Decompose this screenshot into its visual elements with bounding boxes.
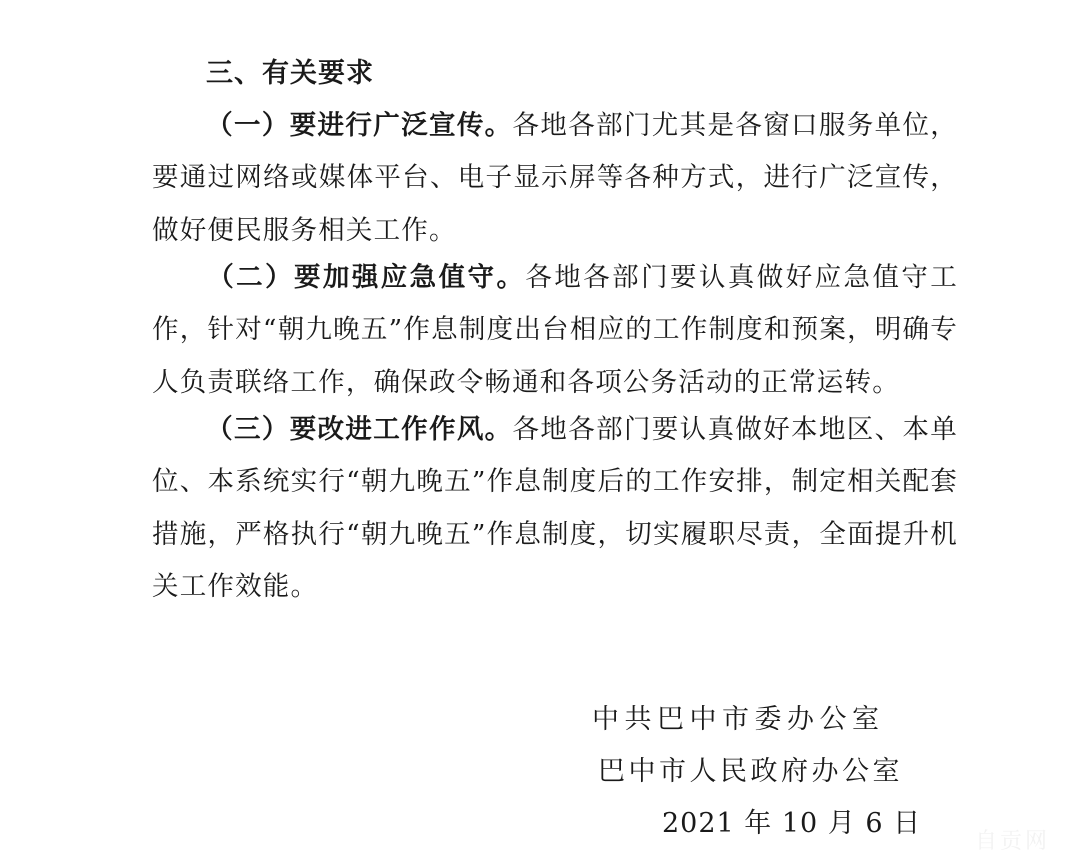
requirement-paragraph-1 (152, 100, 958, 257)
requirement-paragraph-3 (152, 404, 958, 614)
section-heading: 三、有关要求 (206, 58, 374, 89)
signature-date: 2021 年 10 月 6 日 (662, 808, 922, 839)
signature-org-1: 中共巴中市委办公室 (592, 704, 885, 735)
signature-org-2: 巴中市人民政府办公室 (598, 756, 903, 787)
paragraph-3-lead: （三）要改进工作作风。 (206, 414, 513, 445)
paragraph-2-lead: （二）要加强应急值守。 (206, 262, 526, 293)
paragraph-3-body: 各地各部门要认真做好本地区、本单位、本系统实行“朝九晚五”作息制度后的工作安排，制定相关配套措施，严格执行“朝九晚五”作息制度，切实履职尽责，全面提升机关工作效能。 (152, 414, 959, 603)
paragraph-1-lead: （一）要进行广泛宣传。 (206, 110, 513, 141)
watermark-logo: 自贡网 (974, 829, 1050, 854)
paragraph-2-body: 各地各部门要认真做好应急值守工作，针对“朝九晚五”作息制度出台相应的工作制度和预案，明确专人负责联络工作，确保政令畅通和各项公务活动的正常运转。 (152, 262, 959, 398)
paragraph-1-body: 各地各部门尤其是各窗口服务单位，要通过网络或媒体平台、电子显示屏等各种方式，进行广泛宣传，做好便民服务相关工作。 (152, 110, 959, 246)
requirement-paragraph-2 (152, 252, 958, 409)
